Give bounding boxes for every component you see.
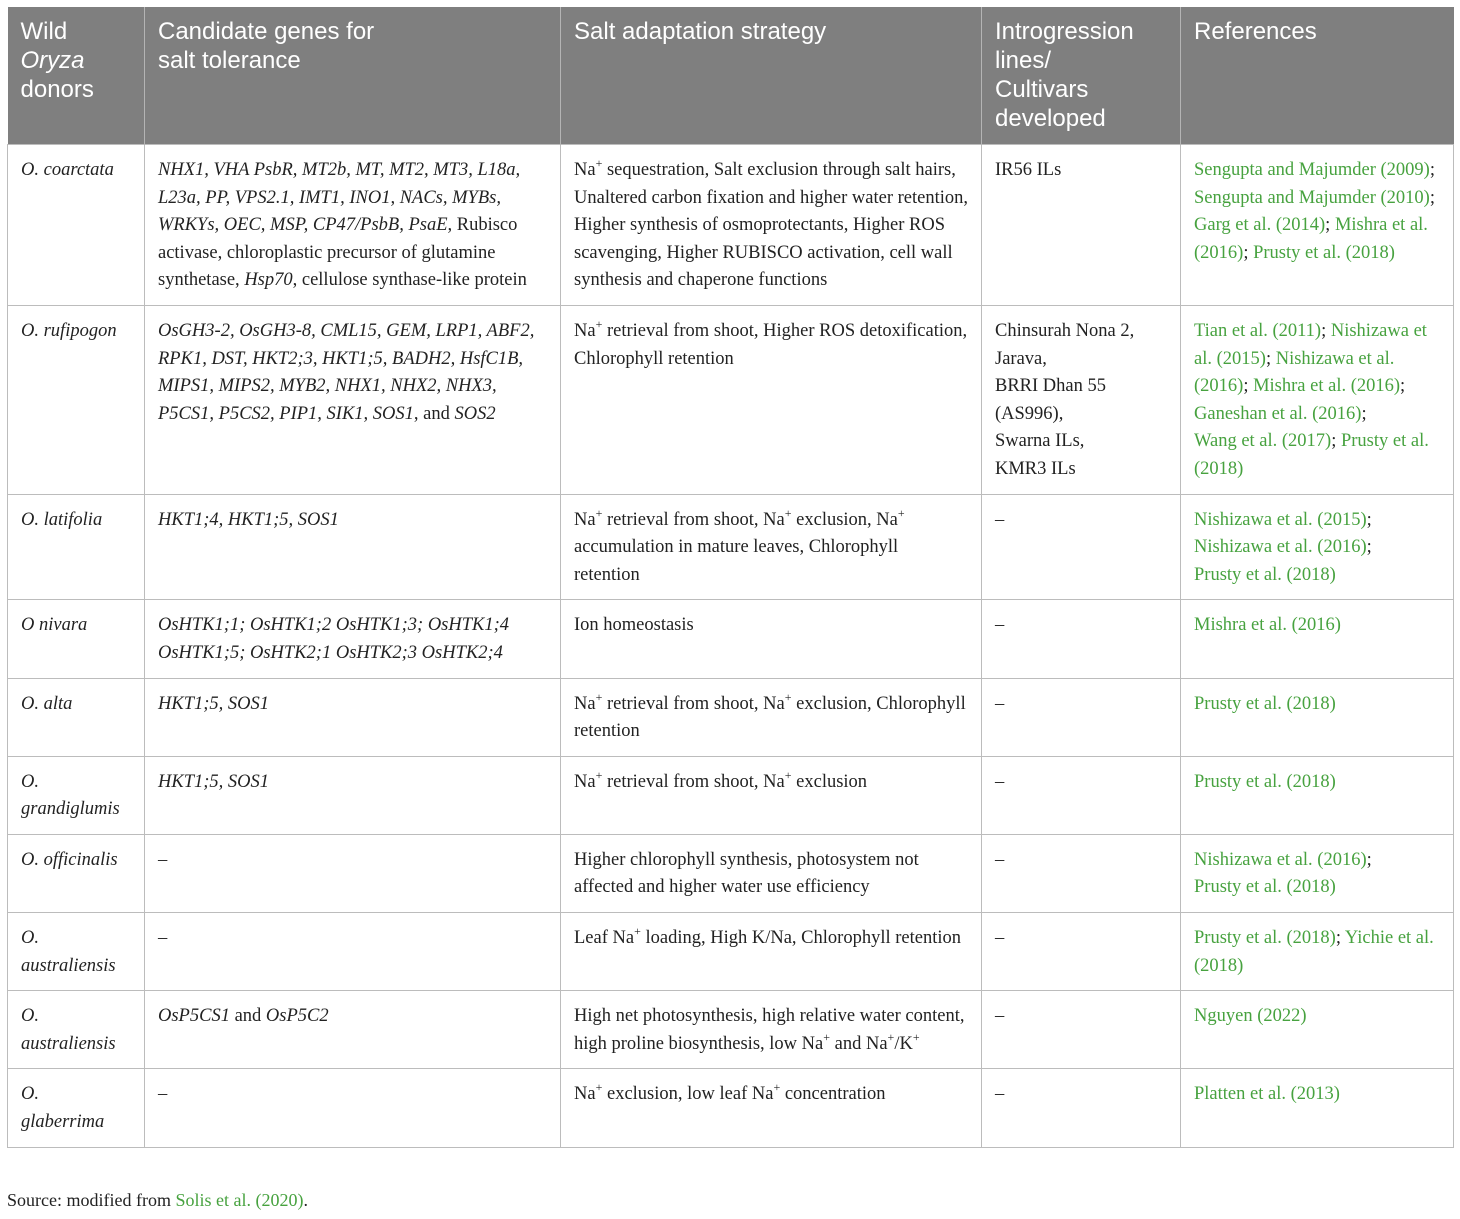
reference-link[interactable]: Tian et al. (2011) — [1194, 320, 1322, 341]
table-source-note — [7, 1190, 308, 1211]
header-text-italic: Oryza — [20, 47, 85, 74]
separator: ; — [1429, 160, 1435, 180]
donor-cell — [8, 494, 145, 600]
header-salt-adaptation-strategy — [561, 7, 982, 145]
gene-text: Rubisco activase, chloroplastic precursor of glutamine synthetase, — [158, 215, 518, 291]
lines-text: – — [995, 509, 1005, 530]
superscript: + — [634, 924, 641, 939]
gene-list: HKT1;5, SOS1 — [158, 771, 270, 792]
lines-text: Swarna ILs, — [995, 431, 1085, 452]
table-row — [8, 305, 1454, 494]
strategy-text: Na — [574, 771, 596, 792]
strategy-text: retrieval from shoot, Na — [602, 693, 785, 714]
superscript: + — [595, 767, 603, 782]
reference-link[interactable]: Prusty et al. (2018) — [1194, 693, 1336, 714]
genes-cell — [145, 600, 561, 678]
table-row — [8, 913, 1454, 991]
reference-link[interactable]: Yichie et al. (2018) — [1194, 928, 1434, 976]
references-cell — [1181, 991, 1454, 1069]
table-row — [8, 600, 1454, 678]
source-prefix: Source: modified from — [7, 1190, 176, 1210]
reference-link[interactable]: Nishizawa et al. (2016) — [1194, 348, 1395, 397]
strategy-cell — [561, 494, 982, 600]
donor-name: O. — [21, 771, 39, 792]
genes-cell — [145, 305, 561, 494]
lines-cell — [982, 494, 1181, 600]
genes-cell — [145, 913, 561, 991]
reference-link[interactable]: Mishra et al. (2016) — [1194, 615, 1341, 636]
lines-cell — [982, 600, 1181, 678]
strategy-cell — [561, 913, 982, 991]
donor-name: O. rufipogon — [21, 320, 117, 341]
lines-cell — [982, 145, 1181, 306]
header-wild-oryza-donors — [8, 7, 145, 145]
header-text: Salt adaptation strategy — [574, 18, 827, 45]
gene-text: – — [158, 1084, 168, 1105]
gene-text: , and — [413, 403, 455, 424]
strategy-text: Higher chlorophyll synthesis, photosystem not affected and higher water use efficiency — [574, 849, 919, 898]
strategy-text: retrieval from shoot, Na — [602, 509, 785, 530]
table-row — [8, 678, 1454, 756]
gene-list: Hsp70 — [244, 270, 293, 291]
strategy-text: and Na — [830, 1033, 888, 1054]
strategy-text: sequestration, Salt exclusion through salt hairs, Unaltered carbon fixation and higher water retention, Higher synthesis of osmoprotectants, Higher ROS scavenging, Higher RUBISCO activation, cell wall synthesis and chaperone functions — [574, 160, 968, 291]
header-text: donors — [20, 76, 94, 103]
lines-text: – — [995, 928, 1005, 949]
gene-text: – — [158, 928, 168, 949]
references-cell — [1181, 145, 1454, 306]
lines-text: KMR3 ILs — [995, 458, 1076, 479]
header-text: Introgression — [995, 18, 1134, 45]
references-cell — [1181, 494, 1454, 600]
lines-text: – — [995, 849, 1005, 870]
donor-name: glaberrima — [21, 1112, 105, 1133]
superscript: + — [897, 505, 905, 520]
gene-list: HKT1;5, SOS1 — [158, 693, 270, 714]
separator: ; — [1243, 242, 1254, 263]
lines-text: (AS996), — [995, 403, 1064, 424]
separator: ; — [1265, 348, 1276, 369]
strategy-cell — [561, 678, 982, 756]
donor-name: O. coarctata — [21, 160, 114, 180]
lines-cell — [982, 991, 1181, 1069]
strategy-text: Leaf Na — [574, 928, 635, 949]
superscript: + — [595, 316, 603, 331]
gene-list: OsP5C2 — [265, 1006, 329, 1027]
header-text: developed — [995, 105, 1106, 132]
genes-cell — [145, 991, 561, 1069]
lines-cell — [982, 305, 1181, 494]
superscript: + — [823, 1029, 830, 1044]
lines-text: Jarava, — [995, 348, 1047, 369]
header-text: Candidate genes for — [158, 18, 375, 45]
lines-cell — [982, 678, 1181, 756]
table-row — [8, 991, 1454, 1069]
lines-text: – — [995, 1006, 1005, 1027]
strategy-text: exclusion, Na — [791, 509, 898, 530]
gene-list: OsHTK1;5; OsHTK2;1 OsHTK2;3 OsHTK2;4 — [158, 642, 503, 663]
header-candidate-genes — [145, 7, 561, 145]
reference-link[interactable]: Nguyen (2022) — [1194, 1006, 1307, 1027]
gene-list: NHX1, VHA PsbR, MT2b, MT, MT2, MT3, L18a, L23a, PP, VPS2.1, IMT1, INO1, NACs, MYBs, WRKYs, OEC, MSP, CP47/PsbB, PsaE, — [158, 160, 521, 236]
reference-link[interactable]: Nishizawa et al. (2015) — [1194, 509, 1367, 530]
superscript: + — [912, 1029, 920, 1044]
strategy-text: High net photosynthesis, high relative water content, high proline biosynthesis, low Na — [574, 1006, 965, 1054]
strategy-text: loading, High K/Na, Chlorophyll retention — [640, 928, 961, 949]
lines-text: – — [995, 1084, 1005, 1105]
header-row — [8, 7, 1454, 145]
genes-cell — [145, 678, 561, 756]
strategy-text: retrieval from shoot, Higher ROS detoxification, Chlorophyll retention — [574, 320, 968, 369]
strategy-text: Na — [574, 693, 596, 714]
donor-cell — [8, 913, 145, 991]
source-suffix: . — [303, 1190, 308, 1210]
strategy-cell — [561, 991, 982, 1069]
strategy-text: Na — [574, 509, 596, 530]
strategy-text: retrieval from shoot, Na — [602, 771, 785, 792]
separator: ; — [1361, 403, 1367, 424]
donor-name: O. latifolia — [21, 509, 103, 530]
strategy-cell — [561, 1069, 982, 1147]
lines-text: BRRI Dhan 55 — [995, 376, 1106, 397]
donor-cell — [8, 145, 145, 306]
separator: ; — [1335, 928, 1345, 949]
separator: ; — [1243, 376, 1254, 397]
reference-link[interactable]: Nishizawa et al. (2015) — [1194, 320, 1427, 369]
lines-text: Chinsurah Nona 2, — [995, 320, 1135, 341]
donor-name: australiensis — [21, 955, 116, 976]
table-row — [8, 1069, 1454, 1147]
reference-link[interactable]: Nishizawa et al. (2016) — [1194, 849, 1367, 870]
genes-cell — [145, 1069, 561, 1147]
reference-link[interactable]: Mishra et al. (2016) — [1253, 376, 1401, 397]
genes-cell — [145, 145, 561, 306]
gene-text: – — [158, 849, 168, 870]
gene-text: and — [229, 1006, 266, 1027]
table-row — [8, 145, 1454, 306]
donor-cell — [8, 991, 145, 1069]
superscript: + — [784, 505, 792, 520]
separator: ; — [1366, 537, 1372, 558]
header-text: lines/ — [995, 47, 1052, 74]
donor-cell — [8, 834, 145, 912]
strategy-text: Na — [574, 160, 596, 180]
header-text: References — [1194, 18, 1317, 45]
superscript: + — [784, 767, 792, 782]
table-row — [8, 756, 1454, 834]
gene-list: OsHTK1;1; OsHTK1;2 OsHTK1;3; OsHTK1;4 — [158, 615, 510, 636]
reference-link[interactable]: Platten et al. (2013) — [1194, 1084, 1340, 1105]
references-cell — [1181, 600, 1454, 678]
reference-link[interactable]: Sengupta and Majumder (2009) — [1194, 160, 1430, 180]
lines-cell — [982, 913, 1181, 991]
header-introgression-lines — [982, 7, 1181, 145]
gene-list: HKT1;4, HKT1;5, SOS1 — [158, 509, 339, 530]
reference-link[interactable]: Wang et al. (2017) — [1194, 431, 1332, 452]
genes-cell — [145, 834, 561, 912]
reference-link[interactable]: Prusty et al. (2018) — [1194, 928, 1336, 949]
strategy-text: accumulation in mature leaves, Chlorophyll retention — [574, 537, 899, 585]
lines-cell — [982, 834, 1181, 912]
strategy-cell — [561, 834, 982, 912]
donor-name: O. alta — [21, 693, 73, 714]
superscript: + — [595, 505, 603, 520]
superscript: + — [887, 1029, 895, 1044]
gene-text: , cellulose synthase-like protein — [292, 270, 527, 291]
separator: ; — [1321, 320, 1331, 341]
donor-cell — [8, 305, 145, 494]
lines-text: – — [995, 771, 1005, 792]
lines-cell — [982, 1069, 1181, 1147]
references-cell — [1181, 1069, 1454, 1147]
references-cell — [1181, 305, 1454, 494]
references-cell — [1181, 756, 1454, 834]
separator: ; — [1366, 509, 1372, 530]
reference-link[interactable]: Prusty et al. (2018) — [1253, 242, 1395, 263]
donor-name: O. officinalis — [21, 849, 118, 870]
donor-name: O. — [21, 1006, 39, 1027]
strategy-text: /K — [894, 1033, 913, 1054]
reference-link[interactable]: Ganeshan et al. (2016) — [1194, 403, 1362, 424]
strategy-cell — [561, 756, 982, 834]
strategy-text: Ion homeostasis — [574, 615, 694, 636]
reference-link[interactable]: Prusty et al. (2018) — [1194, 564, 1336, 585]
references-cell — [1181, 678, 1454, 756]
donor-name: O nivara — [21, 615, 88, 636]
donor-cell — [8, 1069, 145, 1147]
header-text: salt tolerance — [158, 47, 301, 74]
lines-text: – — [995, 693, 1005, 714]
separator: ; — [1325, 215, 1335, 236]
strategy-text: Na — [574, 1084, 596, 1105]
references-cell — [1181, 913, 1454, 991]
strategy-text: concentration — [780, 1084, 886, 1105]
donor-cell — [8, 678, 145, 756]
gene-list: SOS2 — [454, 403, 496, 424]
superscript: + — [595, 689, 603, 704]
superscript: + — [784, 689, 792, 704]
strategy-cell — [561, 600, 982, 678]
reference-link[interactable]: Mishra et al. (2016) — [1194, 215, 1428, 263]
strategy-cell — [561, 305, 982, 494]
genes-cell — [145, 494, 561, 600]
reference-link[interactable]: Garg et al. (2014) — [1194, 215, 1326, 236]
header-text: Wild — [20, 18, 68, 45]
table-row — [8, 834, 1454, 912]
separator: ; — [1366, 849, 1372, 870]
strategy-cell — [561, 145, 982, 306]
header-references — [1181, 7, 1454, 145]
reference-link[interactable]: Prusty et al. (2018) — [1194, 877, 1336, 898]
strategy-text: exclusion, low leaf Na — [602, 1084, 774, 1105]
reference-link[interactable]: Nishizawa et al. (2016) — [1194, 537, 1367, 558]
separator: ; — [1331, 431, 1341, 452]
separator: ; — [1400, 376, 1406, 397]
salt-tolerance-table — [7, 7, 1454, 1148]
gene-list: OsP5CS1 — [158, 1006, 230, 1027]
donor-cell — [8, 600, 145, 678]
lines-cell — [982, 756, 1181, 834]
references-cell — [1181, 834, 1454, 912]
superscript: + — [595, 156, 603, 170]
reference-link[interactable]: Sengupta and Majumder (2010) — [1194, 187, 1430, 208]
donor-name: australiensis — [21, 1033, 116, 1054]
superscript: + — [773, 1080, 781, 1095]
strategy-text: exclusion — [791, 771, 868, 792]
genes-cell — [145, 756, 561, 834]
lines-text: IR56 ILs — [995, 160, 1062, 180]
separator: ; — [1429, 187, 1435, 208]
header-text: Cultivars — [995, 76, 1089, 103]
reference-link[interactable]: Prusty et al. (2018) — [1194, 431, 1429, 479]
lines-text: – — [995, 615, 1005, 636]
donor-name: O. — [21, 928, 39, 949]
reference-link[interactable]: Prusty et al. (2018) — [1194, 771, 1336, 792]
donor-name: grandiglumis — [21, 799, 120, 820]
donor-name: O. — [21, 1084, 39, 1105]
donor-cell — [8, 756, 145, 834]
table-row — [8, 494, 1454, 600]
strategy-text: Na — [574, 320, 596, 341]
strategy-text: exclusion, Chlorophyll retention — [574, 693, 966, 742]
gene-list: OsGH3-2, OsGH3-8, CML15, GEM, LRP1, ABF2, RPK1, DST, HKT2;3, HKT1;5, BADH2, HsfC1B, MIPS1, MIPS2, MYB2, NHX1, NHX2, NHX3, P5CS1, P5CS2, PIP1, SIK1, SOS1 — [158, 320, 535, 424]
source-reference-link[interactable]: Solis et al. (2020) — [175, 1190, 304, 1210]
superscript: + — [595, 1080, 603, 1095]
